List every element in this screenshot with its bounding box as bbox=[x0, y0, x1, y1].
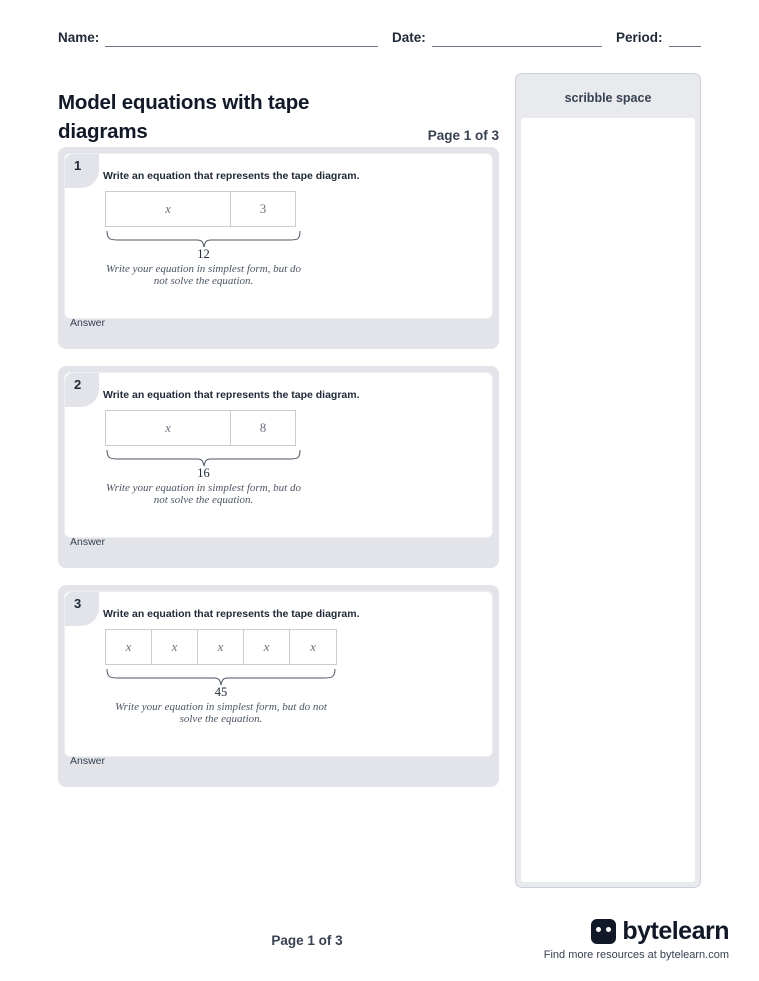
question-number: 2 bbox=[65, 373, 99, 407]
tape-total: 12 bbox=[197, 247, 210, 261]
name-write-line[interactable] bbox=[105, 30, 378, 47]
tape-bar bbox=[105, 410, 296, 446]
question-hint: Write your equation in simplest form, but do not solve the equation. bbox=[106, 482, 301, 506]
total-brace bbox=[105, 229, 302, 262]
tape-cell: x bbox=[106, 411, 231, 445]
answer-label: Answer bbox=[70, 536, 106, 548]
question-hint: Write your equation in simplest form, but do not solve the equation. bbox=[115, 701, 327, 725]
student-info-header bbox=[30, 30, 729, 47]
total-brace bbox=[105, 667, 337, 700]
brand-name: bytelearn bbox=[622, 917, 729, 945]
brace-icon bbox=[105, 229, 302, 249]
question-card bbox=[58, 366, 499, 568]
tape-bar bbox=[105, 191, 296, 227]
tape-cell: x bbox=[106, 192, 231, 226]
question-body bbox=[64, 372, 493, 538]
question-body bbox=[64, 153, 493, 319]
page-title: Model equations with tape diagrams bbox=[58, 90, 310, 144]
total-brace bbox=[105, 448, 302, 481]
question-number: 1 bbox=[65, 154, 99, 188]
period-field[interactable] bbox=[616, 30, 701, 47]
period-label: Period: bbox=[616, 30, 663, 45]
date-write-line[interactable] bbox=[432, 30, 602, 47]
page-indicator: Page 1 of 3 bbox=[427, 128, 499, 143]
bytelearn-logo-icon bbox=[591, 919, 616, 944]
question-hint: Write your equation in simplest form, but do not solve the equation. bbox=[106, 263, 301, 287]
questions-column bbox=[58, 73, 499, 888]
page-footer bbox=[0, 919, 759, 961]
footer-page-number: Page 1 of 3 bbox=[271, 932, 343, 948]
name-field[interactable] bbox=[58, 30, 378, 47]
tape-diagram bbox=[103, 410, 476, 506]
name-label: Name: bbox=[58, 30, 100, 45]
question-card bbox=[58, 147, 499, 349]
answer-label: Answer bbox=[70, 317, 106, 329]
question-body bbox=[64, 591, 493, 757]
question-card bbox=[58, 585, 499, 787]
tape-cell: x bbox=[198, 630, 244, 664]
tape-cell: 3 bbox=[259, 201, 267, 216]
tape-total: 16 bbox=[197, 466, 210, 480]
scribble-space-title: scribble space bbox=[564, 91, 652, 105]
brand-tagline: Find more resources at bytelearn.com bbox=[543, 949, 729, 961]
tape-cell: x bbox=[244, 630, 290, 664]
scribble-space-area[interactable] bbox=[521, 118, 695, 882]
scribble-column bbox=[515, 73, 701, 888]
worksheet-content bbox=[30, 73, 729, 888]
brace-icon bbox=[105, 667, 337, 687]
tape-bar bbox=[105, 629, 337, 665]
tape-cell: x bbox=[152, 630, 198, 664]
answer-label: Answer bbox=[70, 755, 106, 767]
question-prompt: Write an equation that represents the tape diagram. bbox=[103, 608, 360, 620]
period-write-line[interactable] bbox=[669, 30, 701, 47]
question-prompt: Write an equation that represents the tape diagram. bbox=[103, 389, 360, 401]
question-number: 3 bbox=[65, 592, 99, 626]
tape-diagram bbox=[103, 629, 476, 725]
title-block bbox=[58, 73, 499, 147]
tape-total: 45 bbox=[214, 685, 228, 699]
tape-diagram bbox=[103, 191, 476, 287]
date-field[interactable] bbox=[392, 30, 602, 47]
tape-cell: 8 bbox=[259, 420, 267, 435]
scribble-space bbox=[515, 73, 701, 888]
tape-cell: x bbox=[106, 630, 152, 664]
tape-cell: x bbox=[310, 639, 316, 654]
question-prompt: Write an equation that represents the tape diagram. bbox=[103, 170, 360, 182]
date-label: Date: bbox=[392, 30, 426, 45]
brace-icon bbox=[105, 448, 302, 468]
